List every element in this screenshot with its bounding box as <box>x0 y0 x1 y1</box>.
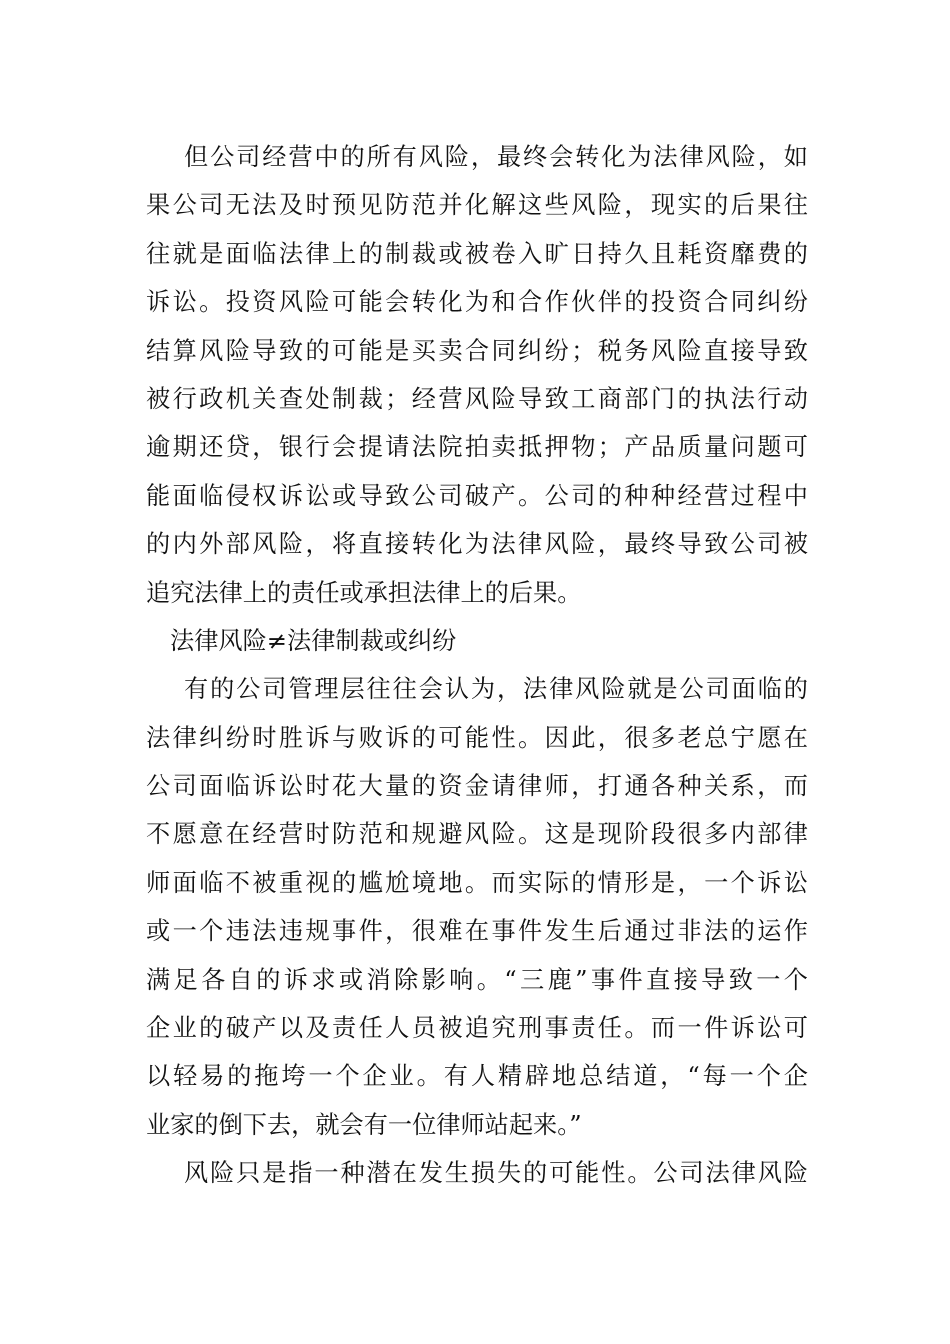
paragraph-2-line-2: 法律纠纷时胜诉与败诉的可能性。因此，很多老总宁愿在 <box>146 723 808 752</box>
paragraph-2-line-6: 或一个违法违规事件，很难在事件发生后通过非法的运作 <box>146 917 808 946</box>
paragraph-2-line-10: 业家的倒下去，就会有一位律师站起来。” <box>146 1110 582 1139</box>
paragraph-1-line-4: 诉讼。投资风险可能会转化为和合作伙伴的投资合同纠纷 <box>146 288 808 317</box>
section-heading: 法律风险≠法律制裁或纠纷 <box>170 626 457 655</box>
paragraph-3-line-1: 风险只是指一种潜在发生损失的可能性。公司法律风险 <box>184 1159 808 1188</box>
paragraph-2-line-1: 有的公司管理层往往会认为，法律风险就是公司面临的 <box>184 675 808 704</box>
paragraph-2-line-4: 不愿意在经营时防范和规避风险。这是现阶段很多内部律 <box>146 820 808 849</box>
paragraph-1-line-8: 能面临侵权诉讼或导致公司破产。公司的种种经营过程中 <box>146 481 808 510</box>
paragraph-2-line-9: 以轻易的拖垮一个企业。有人精辟地总结道，“每一个企 <box>146 1062 808 1091</box>
paragraph-1-line-6: 被行政机关查处制裁；经营风险导致工商部门的执法行动 <box>146 384 808 413</box>
paragraph-1-line-10: 追究法律上的责任或承担法律上的后果。 <box>146 578 582 607</box>
document-body <box>146 133 808 1198</box>
paragraph-2-line-7: 满足各自的诉求或消除影响。“三鹿”事件直接导致一个 <box>146 965 808 994</box>
paragraph-1-line-9: 的内外部风险，将直接转化为法律风险，最终导致公司被 <box>146 530 808 559</box>
paragraph-1-line-5: 结算风险导致的可能是买卖合同纠纷；税务风险直接导致 <box>146 336 808 365</box>
paragraph-2-line-8: 企业的破产以及责任人员被追究刑事责任。而一件诉讼可 <box>146 1014 808 1043</box>
paragraph-2-line-3: 公司面临诉讼时花大量的资金请律师，打通各种关系，而 <box>146 772 808 801</box>
paragraph-1-line-3: 往就是面临法律上的制裁或被卷入旷日持久且耗资靡费的 <box>146 239 808 268</box>
paragraph-1-line-2: 果公司无法及时预见防范并化解这些风险，现实的后果往 <box>146 191 808 220</box>
paragraph-1-line-7: 逾期还贷，银行会提请法院拍卖抵押物；产品质量问题可 <box>146 433 808 462</box>
paragraph-2-line-5: 师面临不被重视的尴尬境地。而实际的情形是，一个诉讼 <box>146 868 808 897</box>
paragraph-1-line-1: 但公司经营中的所有风险，最终会转化为法律风险，如 <box>184 143 808 171</box>
